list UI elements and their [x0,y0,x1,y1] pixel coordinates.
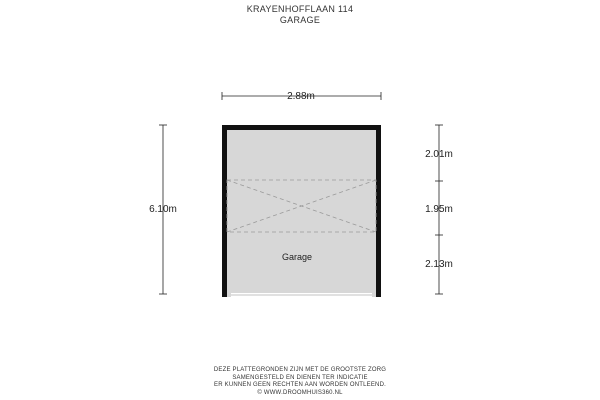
disclaimer-line-3: ER KUNNEN GEEN RECHTEN AAN WORDEN ONTLEEND. [214,382,386,388]
segment-label-1: 2.01m [425,149,453,160]
disclaimer-line-4: © WWW.DROOMHUIS360.NL [257,389,343,396]
room-label: Garage [281,252,313,262]
segment-label-2: 1.95m [425,204,453,215]
width-dimension [222,91,381,102]
width-label: 2.88m [287,91,315,102]
segment-label-3: 2.13m [425,259,453,270]
plan-subtitle: GARAGE [279,15,321,25]
segment-dimension [425,125,453,294]
disclaimer-line-2: SAMENGESTELD EN DIENEN TER INDICATIE [232,374,368,381]
disclaimer [0,367,600,397]
length-label: 6.10m [149,204,177,215]
plan-title: KRAYENHOFFLAAN 114 [246,4,354,14]
length-dimension [149,125,177,294]
disclaimer-line-1: DEZE PLATTEGRONDEN ZIJN MET DE GROOTSTE ZORG [213,367,387,373]
garage-room [222,125,381,297]
garage-floor [227,130,376,297]
